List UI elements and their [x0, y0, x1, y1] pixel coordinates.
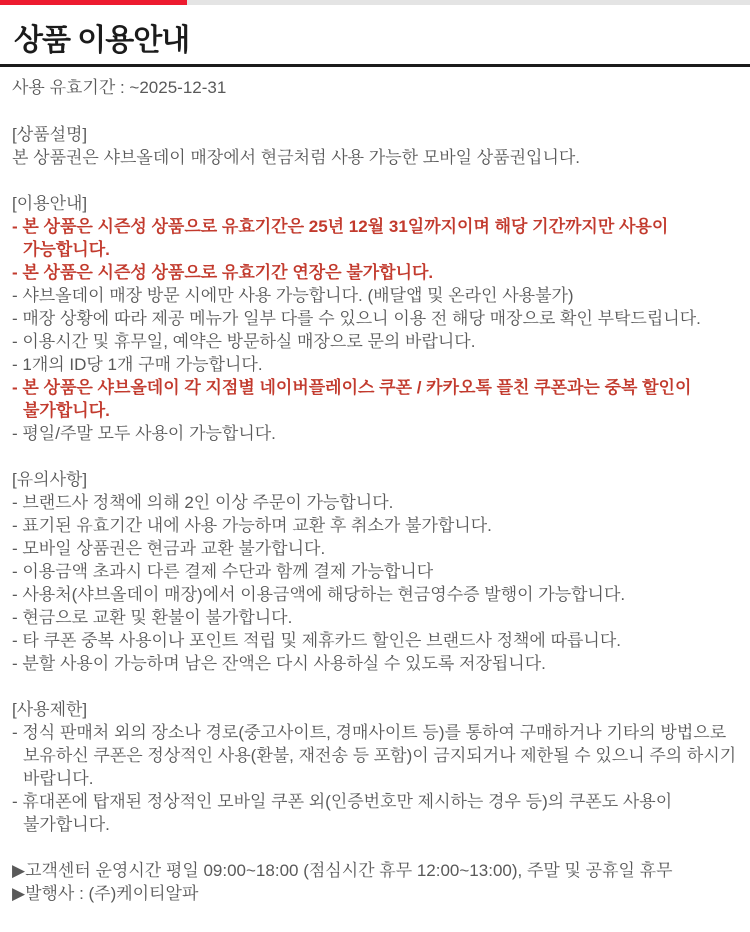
- notice-line: - 휴대폰에 탑재된 정상적인 모바일 쿠폰 외(인증번호만 제시하는 경우 등)의 쿠폰도 사용이: [12, 792, 673, 811]
- section-usage-restrictions: [12, 698, 740, 836]
- notice-line: - 매장 상황에 따라 제공 메뉴가 일부 다를 수 있으니 이용 전 해당 매장으로 확인 부탁드립니다.: [12, 309, 701, 328]
- notice-line: 보유하신 쿠폰은 정상적인 사용(환불, 재전송 등 포함)이 금지되거나 제한될 수 있으니 주의 하시기: [23, 746, 737, 765]
- section-product-description: [12, 123, 740, 169]
- notice-line: - 분할 사용이 가능하며 남은 잔액은 다시 사용하실 수 있도록 저장됩니다.: [12, 654, 546, 673]
- section-header: [상품설명]: [12, 125, 88, 144]
- section-cautions: [12, 468, 740, 675]
- customer-service-hours: ▶고객센터 운영시간 평일 09:00~18:00 (점심시간 휴무 12:00~13:00), 주말 및 공휴일 휴무: [12, 861, 673, 880]
- title-divider: [0, 64, 750, 67]
- notice-line: - 표기된 유효기간 내에 사용 가능하며 교환 후 취소가 불가합니다.: [12, 516, 492, 535]
- notice-line: - 본 상품은 샤브올데이 각 지점별 네이버플레이스 쿠폰 / 카카오톡 플친 쿠폰과는 중복 할인이: [12, 378, 692, 397]
- progress-bar-fill: [0, 0, 187, 5]
- notice-line: - 브랜드사 정책에 의해 2인 이상 주문이 가능합니다.: [12, 493, 394, 512]
- notice-line: 가능합니다.: [23, 240, 110, 259]
- notice-line: - 타 쿠폰 중복 사용이나 포인트 적립 및 제휴카드 할인은 브랜드사 정책에 따릅니다.: [12, 631, 621, 650]
- notice-line: 본 상품권은 샤브올데이 매장에서 현금처럼 사용 가능한 모바일 상품권입니다.: [12, 148, 581, 167]
- notice-line: - 본 상품은 시즌성 상품으로 유효기간 연장은 불가합니다.: [12, 263, 434, 282]
- notice-line: 바랍니다.: [23, 769, 94, 788]
- section-header: [유의사항]: [12, 470, 88, 489]
- notice-line: - 이용시간 및 휴무일, 예약은 방문하실 매장으로 문의 바랍니다.: [12, 332, 476, 351]
- notice-line: - 현금으로 교환 및 환불이 불가합니다.: [12, 608, 293, 627]
- notice-line: 불가합니다.: [23, 815, 110, 834]
- validity-period: 사용 유효기간 : ~2025-12-31: [12, 78, 227, 97]
- notice-line: - 이용금액 초과시 다른 결제 수단과 함께 결제 가능합니다: [12, 562, 434, 581]
- footer-info: [12, 859, 740, 905]
- notice-line: - 사용처(샤브올데이 매장)에서 이용금액에 해당하는 현금영수증 발행이 가능합니다.: [12, 585, 626, 604]
- progress-bar-track: [0, 0, 750, 5]
- notice-line: - 본 상품은 시즌성 상품으로 유효기간은 25년 12월 31일까지이며 해당 기간까지만 사용이: [12, 217, 669, 236]
- section-usage-guide: [12, 192, 740, 445]
- page-title: 상품 이용안내: [14, 24, 190, 57]
- notice-line: - 정식 판매처 외의 장소나 경로(중고사이트, 경매사이트 등)를 통하여 구매하거나 기타의 방법으로: [12, 723, 727, 742]
- section-header: [사용제한]: [12, 700, 88, 719]
- notice-line: - 샤브올데이 매장 방문 시에만 사용 가능합니다. (배달앱 및 온라인 사용불가): [12, 286, 574, 305]
- notice-line: - 모바일 상품권은 현금과 교환 불가합니다.: [12, 539, 326, 558]
- notice-line: 불가합니다.: [23, 401, 110, 420]
- notice-line: - 1개의 ID당 1개 구매 가능합니다.: [12, 355, 263, 374]
- notice-line: - 평일/주말 모두 사용이 가능합니다.: [12, 424, 276, 443]
- section-header: [이용안내]: [12, 194, 88, 213]
- product-usage-guide: [0, 123, 750, 905]
- issuer: ▶발행사 : (주)케이티알파: [12, 884, 199, 903]
